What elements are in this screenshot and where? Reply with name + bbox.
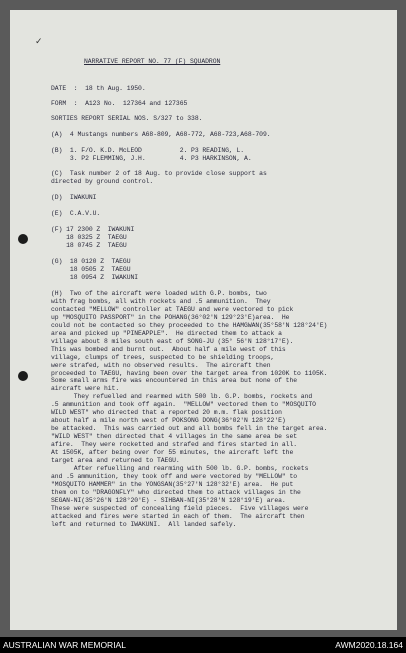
narrative-line: them on to "DRAGONFLY" who directed them to attack villages in the bbox=[51, 488, 301, 496]
item-g-line2: 18 0505 Z TAEGU bbox=[51, 266, 131, 273]
narrative-line: with frag bombs, all with rockets and .5 ammunition. They bbox=[51, 297, 271, 305]
sorties-line: SORTIES REPORT SERIAL NOS. S/327 to 338. bbox=[51, 115, 203, 122]
form-line: FORM : A123 No. 127364 and 127365 bbox=[51, 100, 188, 107]
punch-hole-top bbox=[18, 234, 28, 244]
narrative-line: At 1505K, after being over for 55 minutes, the aircraft left the bbox=[51, 449, 294, 456]
item-c-line2: directed by ground control. bbox=[51, 178, 154, 185]
narrative-line: and .5 ammunition, they took off and were vectored by "MELLOW" to bbox=[51, 472, 298, 480]
narrative-line: attacked and fires were started in each of them. The aircraft then bbox=[51, 512, 305, 520]
item-b-line2: 3. P2 FLEMMING, J.H. 4. P3 HARKINSON, A. bbox=[51, 155, 252, 162]
item-a: (A) 4 Mustangs numbers A68-809, A68-772, A68-723,A68-709. bbox=[51, 131, 271, 138]
narrative-line: These were suspected of concealing field pieces. Five villages were bbox=[51, 504, 309, 512]
narrative-line: target area and returned to TAEGU. bbox=[51, 456, 180, 464]
narrative-line: up "MOSQUITO PASSPORT" in the POHANG(36°02'N 129°23'E)area. He bbox=[51, 313, 290, 321]
narrative-line: could not be contacted so they proceeded to the HAMGWAN(35°58'N 128°24'E) bbox=[51, 321, 328, 329]
narrative-line: "WILD WEST" then directed that 4 villages in the same area be set bbox=[51, 433, 298, 441]
narrative-line: were strafed, with no observed results. The aircraft then bbox=[51, 361, 271, 369]
item-f-line2: 18 0325 Z TAEGU bbox=[51, 234, 127, 241]
narrative-line: After refuelling and rearming with 500 lb. G.P. bombs, rockets bbox=[51, 464, 309, 472]
narrative-line: proceeded to TAEGU, having been over the target area from 1020K to 1105K. bbox=[51, 369, 328, 377]
narrative-line: "MOSQUITO HAMMER" in the YONGSAN(35°27'N 128°32'E) area. He put bbox=[51, 480, 294, 488]
punch-hole-bottom bbox=[18, 371, 28, 381]
narrative-line: area and picked up "PINEAPPLE". He directed them to attack a bbox=[51, 329, 282, 337]
narrative-line: This was bombed and burnt out. About half a mile west of this bbox=[51, 345, 286, 353]
item-d: (D) IWAKUNI bbox=[51, 194, 97, 201]
date-line: DATE : 18 th Aug. 1950. bbox=[51, 85, 146, 92]
item-f-line1: (F) 17 2300 Z IWAKUNI bbox=[51, 226, 135, 233]
item-f-line3: 18 0745 Z TAEGU bbox=[51, 242, 127, 249]
corner-tick-mark: ✓ bbox=[35, 36, 43, 46]
narrative-line: .5 ammunition and took off again. "MELLOW" vectored them to "MOSQUITO bbox=[51, 401, 316, 409]
narrative-line: (H) Two of the aircraft were loaded with G.P. bombs, two bbox=[51, 290, 267, 297]
narrative-line: Some small arms fire was encountered in this area but none of the bbox=[51, 377, 298, 385]
narrative-line: They refuelled and rearmed with 500 lb. G.P. bombs, rockets and bbox=[51, 393, 313, 401]
document-title: NARRATIVE REPORT NO. 77 (F) SQUADRON bbox=[84, 58, 221, 65]
item-b-line1: (B) 1. F/O. K.D. McLEOD 2. P3 READING, L. bbox=[51, 147, 245, 154]
reference-number: AWM2020.18.164 bbox=[335, 640, 403, 650]
narrative-line: about half a mile north west of POKSONG DONG(36°02'N 128°22'E) bbox=[51, 417, 286, 425]
narrative-line: WILD WEST" who directed that a reported 20 m.m. flak position bbox=[51, 409, 282, 417]
narrative-line: be attacked. This was carried out and all bombs fell in the target area. bbox=[51, 425, 328, 433]
narrative-line: left and returned to IWAKUNI. All landed safely. bbox=[51, 520, 237, 528]
narrative-line: village about 8 miles south east of SONG-JU (35° 56'N 128°17'E). bbox=[51, 337, 294, 345]
narrative-line: SEGAN-NI(35°26'N 128°20'E) - SIHBAN-NI(35°28'N 128°19'E) area. bbox=[51, 496, 286, 504]
narrative-line: aircraft were hit. bbox=[51, 385, 120, 393]
document-page bbox=[10, 10, 397, 630]
item-g-line3: 18 0954 Z IWAKUNI bbox=[51, 274, 139, 281]
footer-bar bbox=[0, 637, 406, 653]
item-c-line1: (C) Task number 2 of 18 Aug. to provide close support as bbox=[51, 170, 267, 177]
narrative-line: village, clumps of trees, suspected to be shielding troops, bbox=[51, 353, 275, 361]
narrative-line: contacted "MELLOW" controller at TAEGU and were vectored to pick bbox=[51, 305, 294, 313]
item-e: (E) C.A.V.U. bbox=[51, 210, 101, 217]
narrative-line: afire. They were rocketted and strafed and fires started in all. bbox=[51, 441, 298, 449]
institution-label: AUSTRALIAN WAR MEMORIAL bbox=[3, 640, 126, 650]
item-g-line1: (G) 18 0120 Z TAEGU bbox=[51, 258, 131, 265]
